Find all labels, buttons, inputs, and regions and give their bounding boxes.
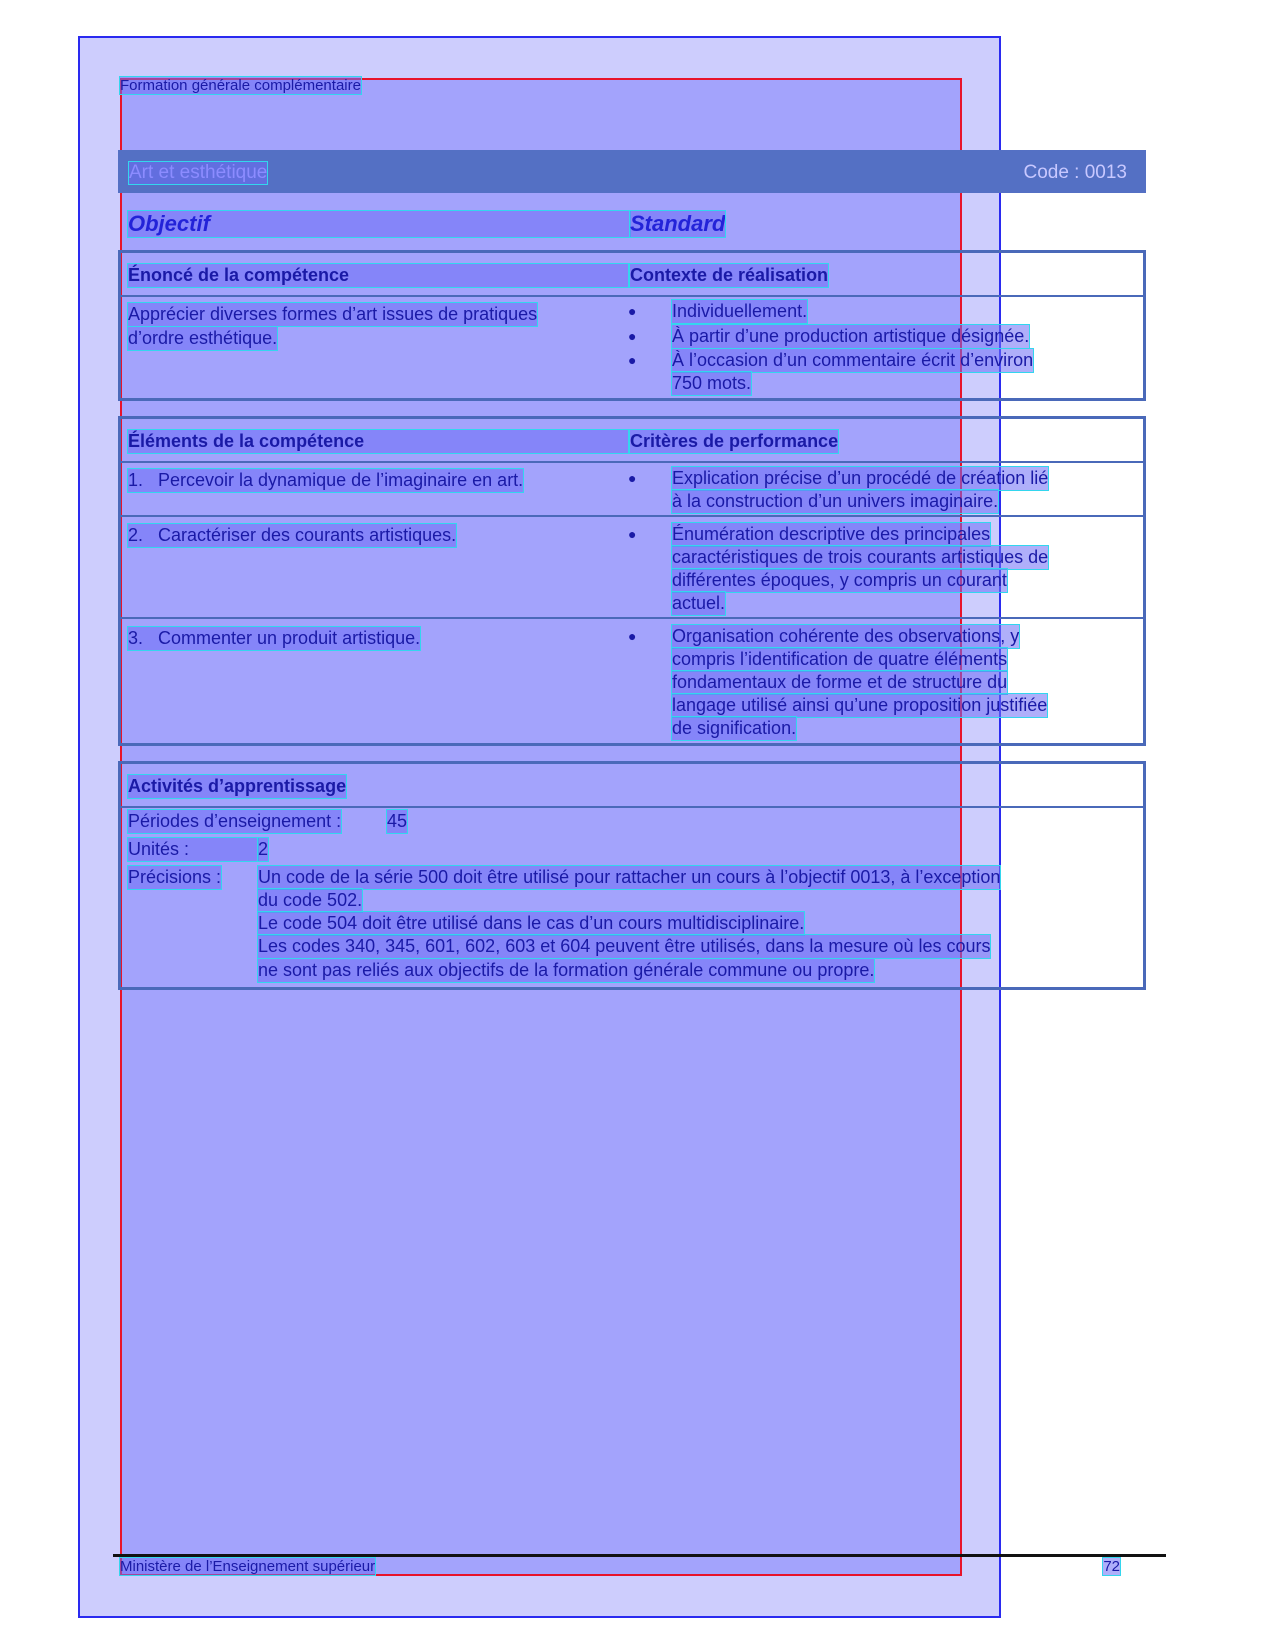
units-value: 2	[258, 839, 269, 859]
element-item	[128, 469, 523, 492]
element-number: 2.	[128, 525, 144, 545]
element-item	[128, 627, 420, 650]
criterion-line: caractéristiques de trois courants artistiques de	[672, 547, 1049, 567]
page-number: 72	[1103, 1558, 1120, 1575]
element-number: 3.	[128, 628, 144, 648]
competence-statement-line: Apprécier diverses formes d’art issues de pratiques	[128, 304, 538, 324]
element-number: 1.	[128, 470, 144, 490]
precision-line: ne sont pas reliés aux objectifs de la formation générale commune ou propre.	[258, 960, 875, 980]
bullet-icon: ●	[628, 526, 637, 542]
element-item	[128, 524, 456, 547]
bullet-icon: ●	[628, 628, 637, 644]
bullet-icon: ●	[628, 352, 637, 368]
table-divider	[121, 515, 1143, 517]
table-divider	[121, 806, 1143, 808]
objective-heading: Objectif	[128, 211, 630, 237]
precision-line: Les codes 340, 345, 601, 602, 603 et 604 peuvent être utilisés, dans la mesure où les cours	[258, 936, 991, 956]
criteria-title: Critères de performance	[630, 431, 839, 451]
criterion-line: de signification.	[672, 718, 797, 738]
table-divider	[121, 617, 1143, 619]
context-item: À l’occasion d’un commentaire écrit d’environ	[672, 350, 1034, 370]
context-item: 750 mots.	[672, 373, 752, 393]
criterion-line: différentes époques, y compris un courant	[672, 570, 1007, 590]
title-band	[118, 150, 1146, 193]
context-title: Contexte de réalisation	[630, 265, 829, 285]
criterion-line: langage utilisé ainsi qu’une proposition justifiée	[672, 695, 1048, 715]
footer-ministry: Ministère de l’Enseignement supérieur	[120, 1558, 376, 1575]
periods-label: Périodes d’enseignement :	[128, 811, 342, 831]
competence-title: Énoncé de la compétence	[128, 264, 628, 287]
units-label: Unités :	[128, 838, 258, 861]
bullet-icon: ●	[628, 303, 637, 319]
criterion-line: actuel.	[672, 593, 726, 613]
criterion-line: Énumération descriptive des principales	[672, 524, 991, 544]
course-code: Code : 0013	[1023, 162, 1127, 183]
document-section-label: Formation générale complémentaire	[120, 77, 361, 94]
bullet-icon: ●	[628, 328, 637, 344]
elements-title: Éléments de la compétence	[128, 430, 628, 453]
activities-title: Activités d’apprentissage	[128, 776, 347, 796]
criterion-line: fondamentaux de forme et de structure du	[672, 672, 1008, 692]
competence-statement-line: d’ordre esthétique.	[128, 328, 278, 348]
element-text: Caractériser des courants artistiques.	[158, 525, 457, 545]
context-item: Individuellement.	[672, 301, 808, 321]
standard-heading: Standard	[630, 211, 726, 236]
periods-value: 45	[387, 811, 408, 831]
table-divider	[121, 295, 1143, 297]
criterion-line: Organisation cohérente des observations, y	[672, 626, 1020, 646]
precision-line: du code 502.	[258, 890, 363, 910]
precision-line: Le code 504 doit être utilisé dans le cas d’un cours multidisciplinaire.	[258, 913, 805, 933]
course-title: Art et esthétique	[129, 162, 268, 183]
precision-line: Un code de la série 500 doit être utilisé pour rattacher un cours à l’objectif 0013, à l’exception	[258, 867, 1001, 887]
criterion-line: Explication précise d’un procédé de création lié	[672, 468, 1049, 488]
footer-rule	[113, 1554, 1166, 1557]
bullet-icon: ●	[628, 470, 637, 486]
criterion-line: à la construction d’un univers imaginaire.	[672, 491, 999, 511]
context-item: À partir d’une production artistique désignée.	[672, 326, 1030, 346]
element-text: Percevoir la dynamique de l’imaginaire en art.	[158, 470, 524, 490]
element-text: Commenter un produit artistique.	[158, 628, 421, 648]
table-divider	[121, 461, 1143, 463]
criterion-line: compris l’identification de quatre éléments	[672, 649, 1008, 669]
precisions-label: Précisions :	[128, 867, 222, 887]
